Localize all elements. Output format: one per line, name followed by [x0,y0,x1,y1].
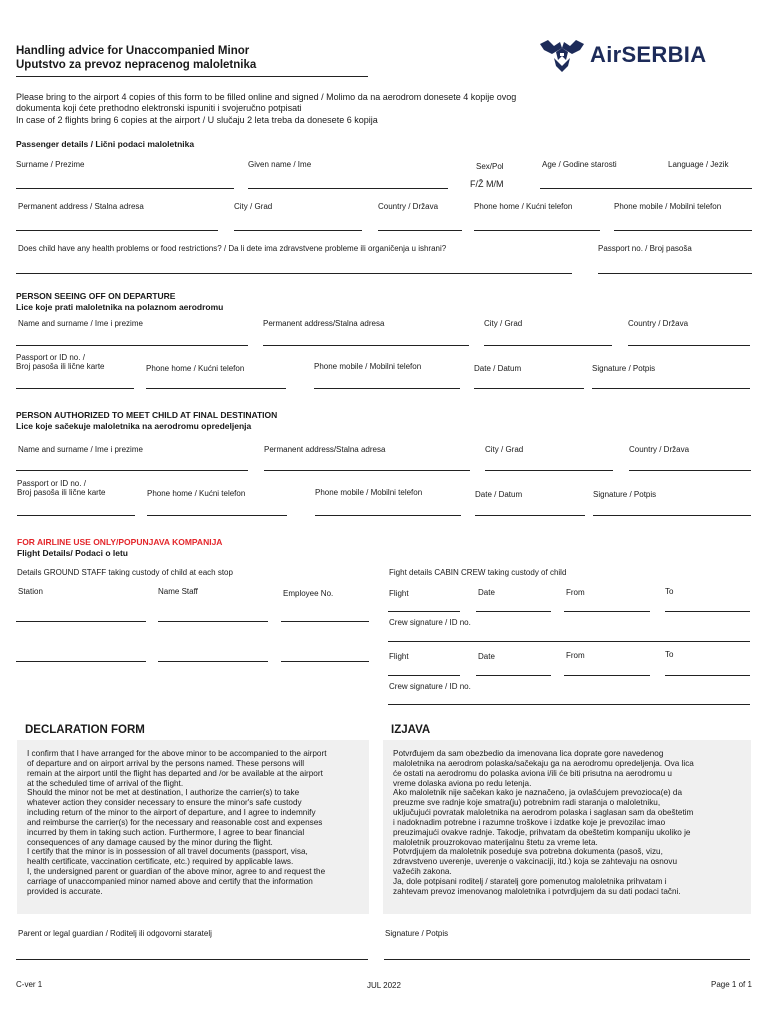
eagle-icon [538,36,586,76]
airline-only-heading: FOR AIRLINE USE ONLY/POPUNJAVA KOMPANIJA [17,537,223,547]
declaration-line: and reimburse the carrier(s) for the necessary and reasonable cost and expenses [27,817,323,827]
ground-staff-label: Details GROUND STAFF taking custody of child at each stop [17,568,233,577]
so-city-label: City / Grad [484,319,523,328]
given-name-label: Given name / Ime [248,160,312,169]
so-signature-label: Signature / Potpis [592,364,656,373]
so-phone-mobile-label: Phone mobile / Mobilni telefon [314,362,422,371]
so-passport-label-en: Passport or ID no. / [16,353,85,362]
so-date-label: Date / Datum [474,364,522,373]
from-field-1[interactable] [564,611,650,612]
so-signature-field[interactable] [592,388,750,389]
so-city-field[interactable] [484,345,612,346]
employee-field-1[interactable] [281,621,369,622]
declaration-line: maloletnika na aerodrom polaska/sačekaju ga na aerodromu opredeljenja. Ova lica [393,758,694,768]
surname-label: Surname / Prezime [16,160,85,169]
au-phone-mobile-field[interactable] [315,515,461,516]
intro-line: dokumenta koji ćete prethodno elektronski ispuniti i svojeručno potpisati [16,103,302,114]
city-label: City / Grad [234,202,273,211]
au-passport-label [17,479,105,497]
declaration-sr-box [383,740,751,914]
declaration-line: consequences of any damage caused by the minor during the flight. [27,837,273,847]
so-passport-label-sr: Broj pasoša ili lične karte [16,362,105,372]
declaration-line: maloletnik prouzrokovao materijalnu štetu za vreme leta. [393,837,598,847]
crew-sig-label-1: Crew signature / ID no. [389,618,471,627]
flight-field-1[interactable] [388,611,460,612]
au-phone-mobile-label: Phone mobile / Mobilni telefon [315,488,423,497]
au-name-label: Name and surname / Ime i prezime [18,445,143,454]
footer-date: JUL 2022 [367,981,401,990]
so-country-label: Country / Država [628,319,689,328]
declaration-line: zahtevam prevoz imenovanog maloletnika i potvrdjujem da su dati podaci tačni. [393,886,681,896]
au-signature-field[interactable] [593,515,751,516]
health-field[interactable] [16,273,572,274]
flight-field-2[interactable] [388,675,460,676]
page-number: Page 1 of 1 [711,980,752,989]
declaration-line: vreme dolaska aviona po redu letenja. [393,778,532,788]
airserbia-logo [538,36,758,78]
so-country-field[interactable] [628,345,750,346]
seeing-off-heading-sr: Lice koje prati maloletnika na polaznom aerodromu [16,302,224,313]
declaration-line: i nadoknadim potrebne i razumne troškove i izdatke koje je prevozilac imao [393,817,666,827]
declaration-sr-text [393,749,741,897]
version-text: C-ver 1 [16,980,43,989]
to-label-2: To [665,650,674,659]
so-passport-label [16,353,104,371]
declaration-line: including return of the minor to the airport of departure, and I agree to indemnify [27,808,316,818]
intro-line: In case of 2 flights bring 6 copies at the airport / U slučaju 2 leta treba da donesete 6 kopija [16,114,378,125]
so-phone-home-field[interactable] [146,388,286,389]
intro-line: Please bring to the airport 4 copies of this form to be filled online and signed / Molimo da na aerodrom donesete 4 kopije ovog [16,92,517,102]
au-phone-home-field[interactable] [147,515,287,516]
to-label-1: To [665,587,674,596]
declaration-line: I confirm that I have arranged for the above minor to be accompanied to the airport [27,749,327,758]
seeing-off-heading [16,291,223,313]
izjava-heading: IZJAVA [391,724,431,736]
name-staff-field-2[interactable] [158,661,268,662]
declaration-line: remain at the airport until the flight has departed and /or be available at the airport [27,768,323,778]
city-field[interactable] [234,230,362,231]
declaration-en-text [27,749,359,897]
declaration-line: provided is accurate. [27,886,103,896]
logo-text: AirSERBIA [590,42,707,67]
au-city-label: City / Grad [485,445,524,454]
declaration-line: I certify that the minor is in possession of all travel documents (passport, visa, [27,847,308,857]
phone-home-label: Phone home / Kućni telefon [474,202,573,211]
au-name-field[interactable] [16,470,248,471]
seeing-off-heading-en: PERSON SEEING OFF ON DEPARTURE [16,291,176,301]
from-label-2: From [566,651,585,660]
au-date-field[interactable] [475,515,585,516]
station-field-1[interactable] [16,621,146,622]
station-label: Station [18,587,43,596]
so-name-label: Name and surname / Ime i prezime [18,319,143,328]
sex-label: Sex/Pol [476,162,504,171]
date-field-2[interactable] [476,675,551,676]
declaration-line: I, the undersigned parent or guardian of the above minor, agree to and request the [27,867,326,877]
declaration-en-box [17,740,369,914]
phone-mobile-field[interactable] [614,230,752,231]
declaration-line: Potvrđujem da sam obezbedio da imenovana lica doprate gore navedenog [393,749,664,758]
declaration-line: zdravstveno uverenje, uverenje o vakcinaciji, itd.) koja se zahtevaju na osnovu [393,857,677,867]
declaration-line: Ako maloletnik nije sačekan kako je naznačeno, ja ovlašćujem prevozioca(e) da [393,788,682,798]
flight-details-heading: Flight Details/ Podaci o letu [17,548,128,558]
declaration-line: će ostati na aerodromu do polaska aviona i/ili će biti prisutna na aerodromu u [393,768,672,778]
name-staff-label: Name Staff [158,587,198,596]
passenger-heading: Passenger details / Lični podaci maloletnika [16,139,195,149]
flight-label-1: Flight [389,589,409,598]
flight-label-2: Flight [389,652,409,661]
authorized-heading-sr: Lice koje sačekuje maloletnika na aerodromu opredeljenja [16,421,252,432]
declaration-line: preuzme sve radnje koje smatra(ju) potrebnim radi staranja o maloletniku, [393,798,661,808]
declaration-line: incurred by them in taking such action. Furthermore, I agree to bear financial [27,827,305,837]
to-field-1[interactable] [665,611,750,612]
so-date-field[interactable] [474,388,584,389]
title-en: Handling advice for Unaccompanied Minor [16,45,250,57]
language-field[interactable] [668,188,752,189]
age-label: Age / Godine starosti [542,160,617,169]
to-field-2[interactable] [665,675,750,676]
au-passport-label-en: Passport or ID no. / [17,479,86,488]
name-staff-field-1[interactable] [158,621,268,622]
page-title [16,44,256,73]
au-passport-field[interactable] [17,515,135,516]
given-name-field[interactable] [248,188,448,189]
declaration-line: carriage of unaccompanied minor named above and certify that the information [27,876,313,886]
so-phone-home-label: Phone home / Kućni telefon [146,364,245,373]
phone-mobile-label: Phone mobile / Mobilni telefon [614,202,722,211]
declaration-line: uključujući povratak maloletnika na aerodrom polaska i saglasan sam da obeštetim [393,808,694,818]
health-label: Does child have any health problems or food restrictions? / Da li dete ima zdravstvene probleme ili organičenja u ishrani? [18,244,447,253]
signature-label: Signature / Potpis [385,929,449,938]
title-sr: Uputstvo za prevoz nepracenog maloletnika [16,59,257,72]
from-label-1: From [566,588,585,597]
so-name-field[interactable] [16,345,248,346]
language-label: Language / Jezik [668,160,729,169]
parent-label: Parent or legal guardian / Roditelj ili odgovorni staratelj [18,929,212,938]
declaration-line: Potvrdjujem da maloletnik poseduje sva potrebna dokumenta (pasoš, vizu, [393,847,663,857]
surname-field[interactable] [16,188,234,189]
address-label: Permanent address / Stalna adresa [18,202,144,211]
declaration-line: Should the minor not be met at destination, I authorize the carrier(s) to take [27,788,300,798]
so-address-field[interactable] [263,345,469,346]
crew-sig-label-2: Crew signature / ID no. [389,682,471,691]
so-passport-field[interactable] [16,388,134,389]
declaration-line: of departure and on airport arrival by the persons named. These persons will [27,758,305,768]
authorized-heading-en: PERSON AUTHORIZED TO MEET CHILD AT FINAL DESTINATION [16,410,278,420]
signature-field[interactable] [384,959,750,960]
au-passport-label-sr: Broj pasoša ili lične karte [17,488,106,498]
crew-sig-field-2[interactable] [388,704,750,705]
phone-home-field[interactable] [474,230,600,231]
au-address-label: Permanent address/Stalna adresa [264,445,386,454]
from-field-2[interactable] [564,675,650,676]
country-field[interactable] [378,230,462,231]
country-label: Country / Država [378,202,439,211]
declaration-line: Ja, dole potpisani roditelj / staratelj gore pomenutog maloletnika prihvatam i [393,876,667,886]
declaration-line: preuzimajući ovakve radnje. Takodje, prihvatam da obeštetim kompaniju ukoliko je [393,827,691,837]
au-country-label: Country / Država [629,445,690,454]
au-phone-home-label: Phone home / Kućni telefon [147,489,246,498]
au-country-field[interactable] [629,470,751,471]
au-signature-label: Signature / Potpis [593,490,657,499]
age-field[interactable] [540,188,668,189]
declaration-line: whatever action they consider necessary to ensure the minor's safe custody [27,798,302,808]
so-address-label: Permanent address/Stalna adresa [263,319,385,328]
date-field-1[interactable] [476,611,551,612]
employee-field-2[interactable] [281,661,369,662]
au-date-label: Date / Datum [475,490,523,499]
employee-label: Employee No. [283,589,334,598]
so-phone-mobile-field[interactable] [314,388,460,389]
sex-options[interactable]: F/Ž M/M [470,179,504,189]
declaration-line: važećih zakona. [393,867,452,877]
au-address-field[interactable] [264,470,470,471]
title-underline [16,76,368,77]
declaration-heading: DECLARATION FORM [25,724,145,736]
crew-sig-field-1[interactable] [388,641,750,642]
station-field-2[interactable] [16,661,146,662]
date-label-1: Date [478,588,495,597]
passport-field[interactable] [598,273,752,274]
declaration-line: health certificate, vaccination certificate, etc.) required by applicable laws. [27,857,294,867]
passport-label: Passport no. / Broj pasoša [598,244,692,253]
cabin-crew-label: Fight details CABIN CREW taking custody of child [389,568,567,577]
au-city-field[interactable] [485,470,613,471]
parent-field[interactable] [16,959,368,960]
address-field[interactable] [16,230,218,231]
intro-text [16,92,516,126]
date-label-2: Date [478,652,495,661]
authorized-heading [16,410,277,432]
declaration-line: at the scheduled time of arrival of the flight. [27,778,184,788]
